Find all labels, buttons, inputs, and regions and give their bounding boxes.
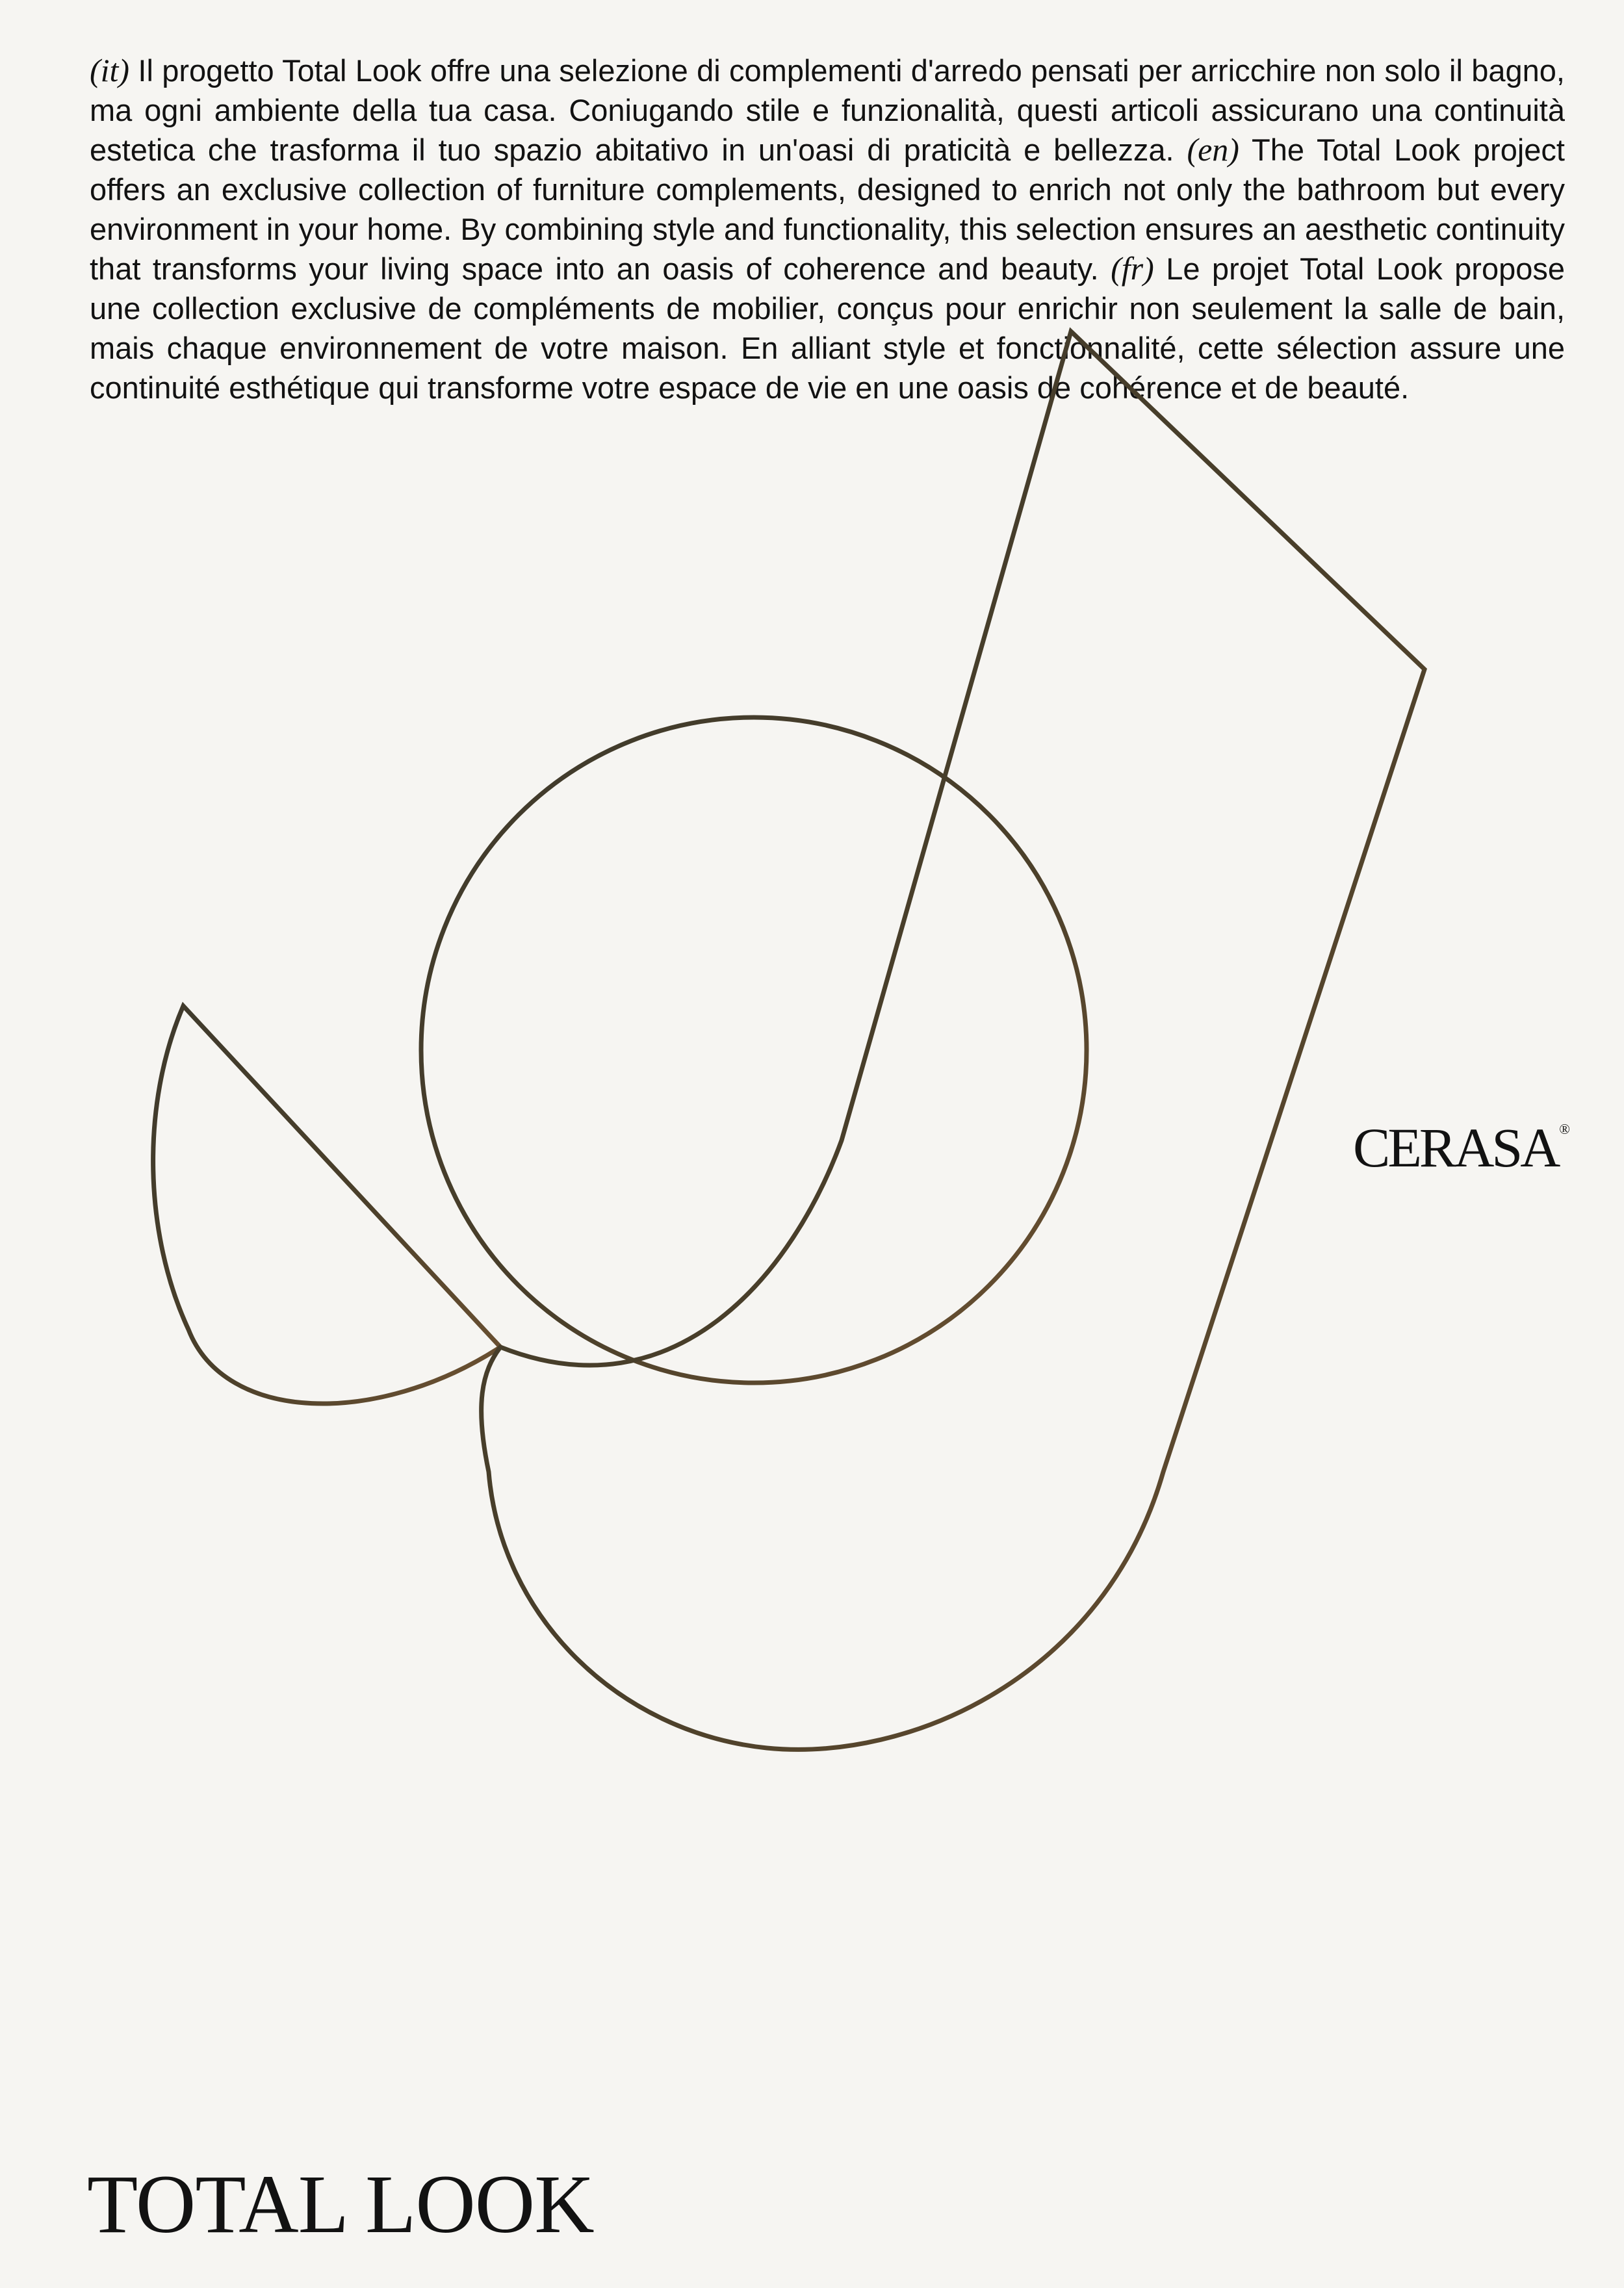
lang-tag-fr: (fr) — [1111, 250, 1154, 287]
monogram-hook-shape — [482, 331, 1424, 1749]
intro-text-fr: Le projet Total Look propose une collection exclusive de compléments de mobilier, conçus pour enrichir non seulement la salle de bain, mais chaque environnement de votre maison. En alliant style et fonctionnalité, cette sélection assure une continuité esthétique qui transforme votre espace de vie en une oasis de cohérence et de beauté. — [90, 251, 1565, 405]
brand-name: CERASA — [1353, 1116, 1558, 1179]
registered-mark: ® — [1559, 1121, 1571, 1137]
monogram-circle — [421, 717, 1087, 1383]
monogram-arc-shape — [153, 1006, 500, 1404]
intro-text-en: The Total Look project offers an exclusive collection of furniture complements, designed to enrich not only the bathroom but every environment in your home. By combining style and functionality, this selection ensures an aesthetic continuity that transforms your living space into an oasis of coherence and beauty. — [90, 133, 1565, 286]
brand-logo — [1353, 1097, 1571, 1180]
lang-tag-en: (en) — [1187, 131, 1239, 168]
page-title: TOTAL LOOK — [87, 2158, 594, 2250]
intro-text-it: Il progetto Total Look offre una selezione di complementi d'arredo pensati per arricchire non solo il bagno, ma ogni ambiente della tua casa. Coniugando stile e funzionalità, questi articoli assicurano una continuità estetica che trasforma il tuo spazio abitativo in un'oasi di praticità e bellezza. — [90, 53, 1565, 167]
lang-tag-it: (it) — [90, 52, 130, 88]
